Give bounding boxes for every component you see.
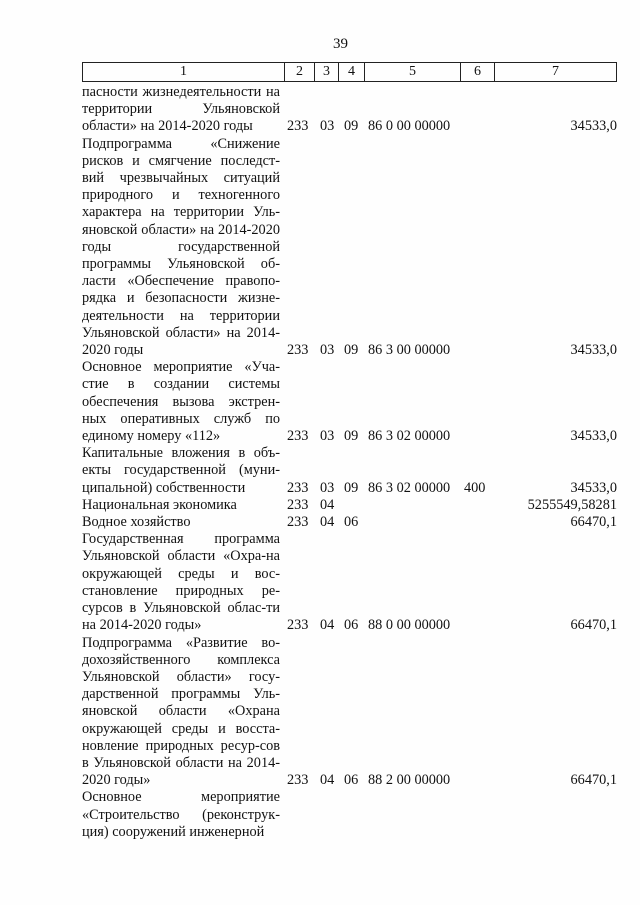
row-col-3: 04	[320, 514, 335, 531]
row-col-7: 34533,0	[570, 479, 617, 496]
row-col-3: 03	[320, 479, 335, 496]
row-col-3: 03	[320, 342, 335, 359]
row-description: Государственная программа Ульяновской области «Охра-на окружающей среды и вос-становление природных ре-сурсов в Ульяновской облас-ти на 2014-2020 годы»	[82, 531, 280, 634]
row-col-3: 03	[320, 118, 335, 135]
row-col-2: 233	[287, 772, 309, 789]
row-col-3: 04	[320, 617, 335, 634]
row-col-5: 88 0 00 00000	[368, 617, 451, 634]
table-row	[82, 445, 617, 497]
row-col-2: 233	[287, 118, 309, 135]
row-col-7: 66470,1	[570, 617, 617, 634]
row-col-5: 86 3 02 00000	[368, 428, 451, 445]
row-col-2: 233	[287, 617, 309, 634]
header-col-2: 2	[285, 63, 315, 81]
header-col-4: 4	[339, 63, 365, 81]
row-description: пасности жизнедеятельности на территории Ульяновской области» на 2014-2020 годы	[82, 84, 280, 135]
row-col-4: 06	[344, 514, 359, 531]
row-description: Водное хозяйство	[82, 514, 191, 531]
table-row	[82, 531, 617, 634]
row-col-7: 66470,1	[570, 514, 617, 531]
row-col-7: 34533,0	[570, 118, 617, 135]
row-description: Капитальные вложения в объ-екты государственной (муни-ципальной) собственности	[82, 445, 280, 496]
table-row	[82, 514, 617, 531]
row-col-4: 09	[344, 342, 359, 359]
table-row	[82, 359, 617, 445]
row-col-3: 04	[320, 496, 335, 513]
table-body	[82, 84, 617, 841]
row-col-6: 400	[464, 479, 486, 496]
table-row	[82, 136, 617, 360]
row-description: Основное мероприятие «Строительство (реконструк-ция) сооружений инженерной	[82, 789, 280, 840]
header-col-5: 5	[365, 63, 461, 81]
row-col-4: 09	[344, 479, 359, 496]
header-col-7: 7	[552, 64, 559, 79]
header-col-1: 1	[83, 63, 285, 81]
row-col-4: 09	[344, 118, 359, 135]
row-description: Подпрограмма «Развитие во-дохозяйственного комплекса Ульяновской области» госу-дарственной программы Уль-яновской области «Охрана окружающей среды и восста-новление природных ресур-сов в Ульяновской области на 2014-2020 годы»	[82, 634, 280, 789]
header-col-6: 6	[461, 63, 495, 81]
row-col-2: 233	[287, 342, 309, 359]
row-description: Национальная экономика	[82, 496, 237, 513]
row-col-2: 233	[287, 479, 309, 496]
row-col-2: 233	[287, 514, 309, 531]
row-col-5: 88 2 00 00000	[368, 772, 451, 789]
row-description: Основное мероприятие «Уча-стие в создании системы обеспечения вызова экстрен-ных оперативных служб по единому номеру «112»	[82, 359, 280, 445]
row-col-3: 03	[320, 428, 335, 445]
row-description: Подпрограмма «Снижение рисков и смягчение последст-вий чрезвычайных ситуаций природного и техногенного характера на территории Уль-яновской области» на 2014-2020 годы государственной программы Ульяновской об-ласти «Обеспечение правопо-рядка и безопасности жизне-деятельности на территории Ульяновской области» на 2014-2020 годы	[82, 135, 280, 359]
table-row	[82, 635, 617, 790]
row-col-4: 09	[344, 428, 359, 445]
row-col-4: 06	[344, 772, 359, 789]
table-row	[82, 789, 617, 841]
table-header	[82, 62, 617, 82]
page-number: 39	[333, 36, 348, 52]
row-col-5: 86 3 02 00000	[368, 479, 451, 496]
row-col-5: 86 3 00 00000	[368, 342, 451, 359]
row-col-2: 233	[287, 496, 309, 513]
header-col-3: 3	[315, 63, 339, 81]
row-col-2: 233	[287, 428, 309, 445]
table-row	[82, 497, 617, 514]
table-row	[82, 84, 617, 136]
row-col-7: 34533,0	[570, 428, 617, 445]
row-col-7: 5255549,58281	[527, 496, 617, 513]
row-col-5: 86 0 00 00000	[368, 118, 451, 135]
row-col-7: 34533,0	[570, 342, 617, 359]
row-col-4: 06	[344, 617, 359, 634]
row-col-3: 04	[320, 772, 335, 789]
row-col-7: 66470,1	[570, 772, 617, 789]
